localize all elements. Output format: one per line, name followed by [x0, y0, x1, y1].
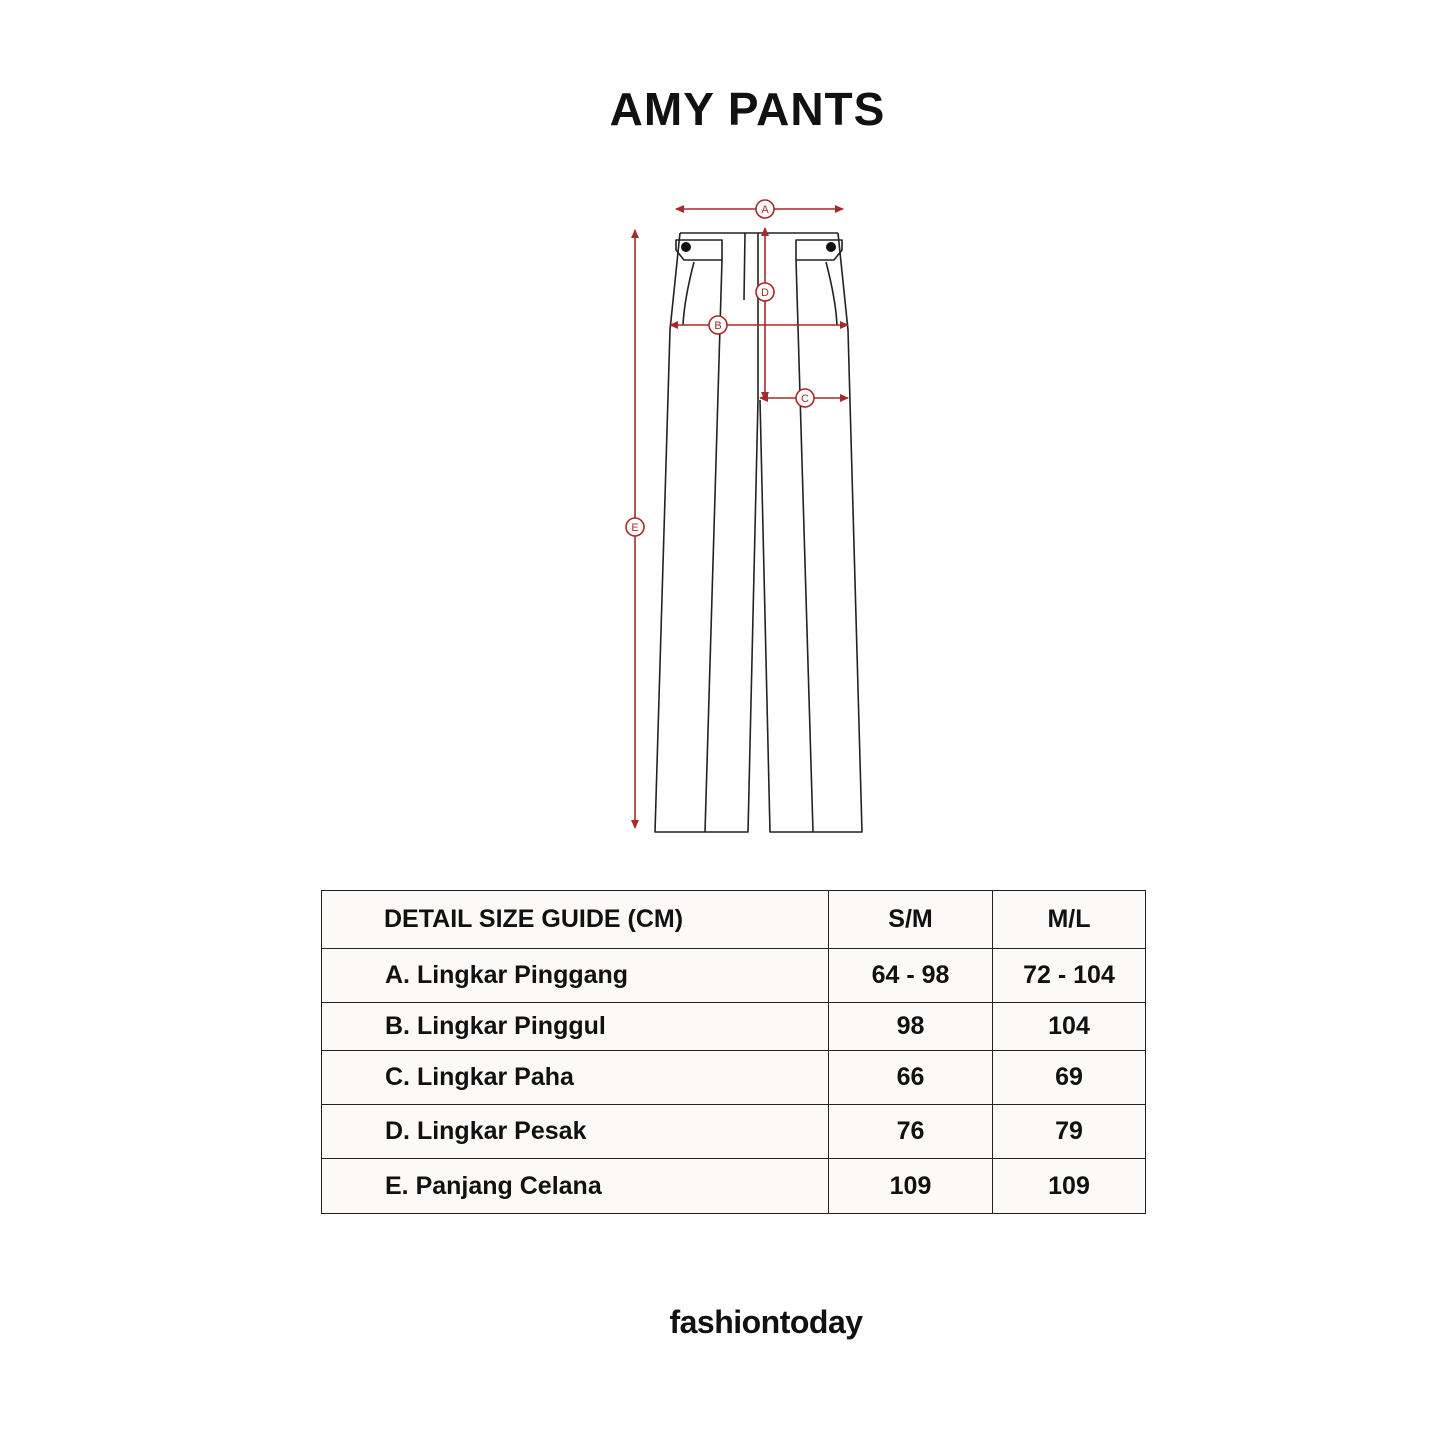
row-label: D. Lingkar Pesak — [322, 1105, 829, 1159]
pants-outline — [655, 233, 862, 832]
row-sm: 109 — [829, 1159, 993, 1214]
header-detail: DETAIL SIZE GUIDE (CM) — [322, 891, 829, 949]
row-label: E. Panjang Celana — [322, 1159, 829, 1214]
label-b: B — [714, 320, 722, 332]
label-c: C — [801, 393, 809, 405]
table-row — [322, 949, 1146, 1003]
header-sm: S/M — [829, 891, 993, 949]
button-left-icon — [681, 242, 691, 252]
label-d: D — [761, 287, 769, 299]
header-ml: M/L — [993, 891, 1146, 949]
table-row — [322, 1105, 1146, 1159]
table-row — [322, 1159, 1146, 1214]
label-a: A — [761, 204, 769, 216]
table-header-row — [322, 891, 1146, 949]
table-row — [322, 1051, 1146, 1105]
label-e: E — [631, 522, 639, 534]
row-ml: 79 — [993, 1105, 1146, 1159]
brand-logo: fashiontoday — [669, 1304, 863, 1340]
row-ml: 104 — [993, 1003, 1146, 1051]
row-label: A. Lingkar Pinggang — [322, 949, 829, 1003]
row-label: C. Lingkar Paha — [322, 1051, 829, 1105]
row-label: B. Lingkar Pinggul — [322, 1003, 829, 1051]
row-ml: 69 — [993, 1051, 1146, 1105]
row-sm: 98 — [829, 1003, 993, 1051]
row-ml: 109 — [993, 1159, 1146, 1214]
table-row — [322, 1003, 1146, 1051]
button-right-icon — [826, 242, 836, 252]
row-sm: 76 — [829, 1105, 993, 1159]
row-ml: 72 - 104 — [993, 949, 1146, 1003]
row-sm: 64 - 98 — [829, 949, 993, 1003]
page-title: AMY PANTS — [609, 83, 886, 135]
size-guide-table — [321, 890, 1146, 1214]
row-sm: 66 — [829, 1051, 993, 1105]
measure-a — [676, 200, 843, 218]
measure-b — [670, 316, 848, 334]
